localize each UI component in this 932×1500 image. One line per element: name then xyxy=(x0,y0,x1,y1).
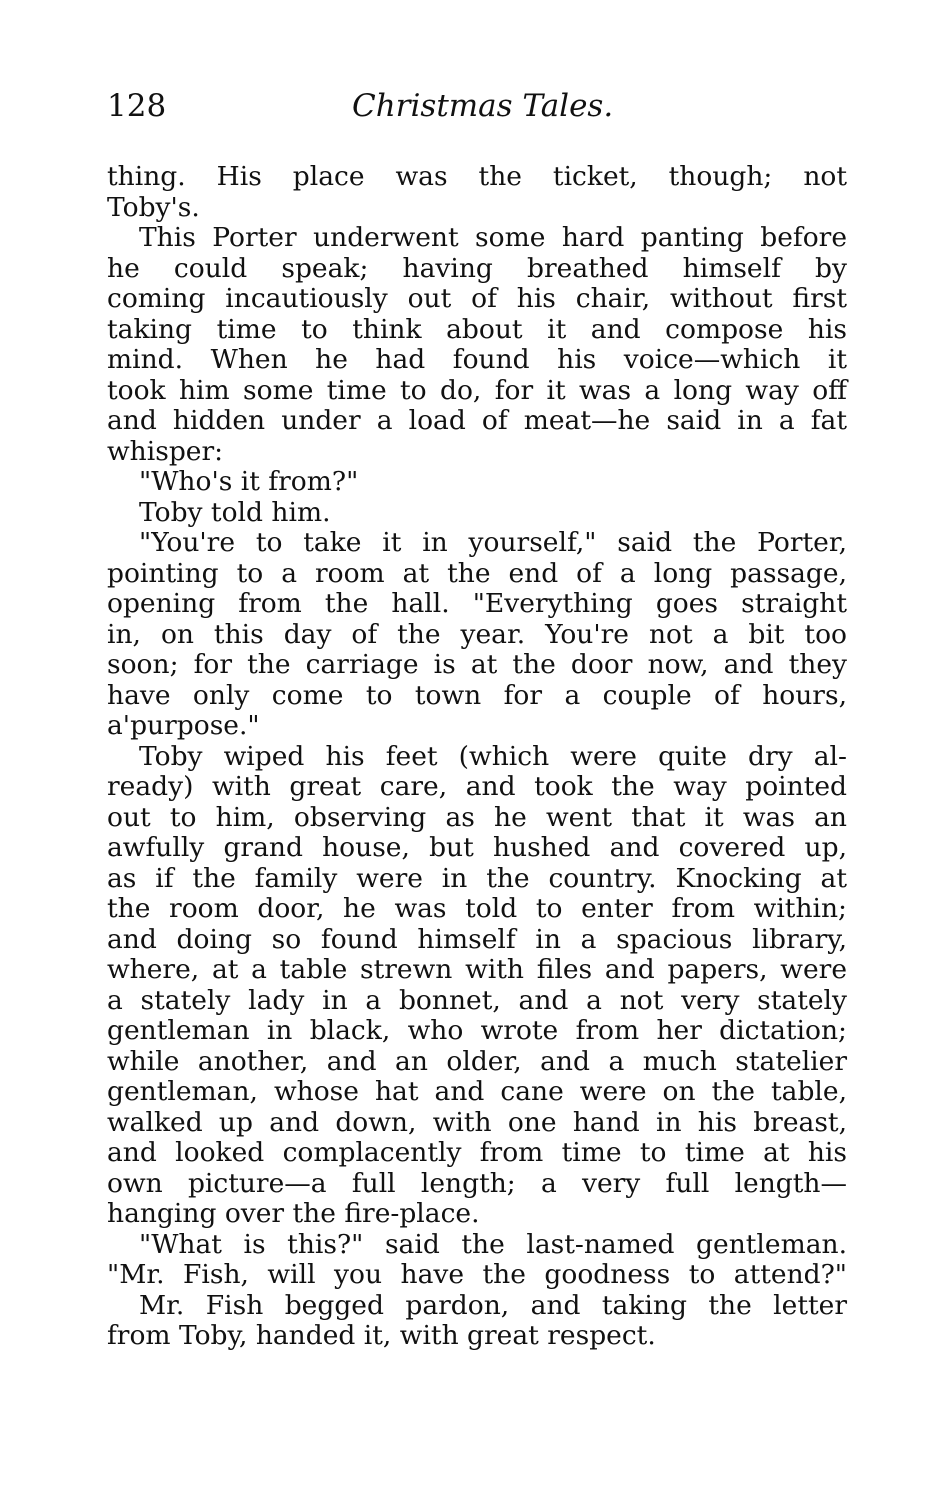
text-line: the room door, he was told to enter from within; xyxy=(107,893,847,924)
text-line: and hidden under a load of meat—he said in a fat xyxy=(107,405,847,436)
text-line: pointing to a room at the end of a long passage, xyxy=(107,557,847,589)
text-line: in, on this day of the year. You're not a bit too xyxy=(107,618,847,650)
text-line: while another, and an older, and a much statelier xyxy=(107,1045,847,1077)
text-line: This Porter underwent some hard panting before xyxy=(139,222,847,253)
text-line: "Mr. Fish, will you have the goodness to attend?" xyxy=(107,1259,847,1290)
text-line: opening from the hall. "Everything goes straight xyxy=(107,588,847,619)
book-page xyxy=(107,88,847,1352)
text-line: Mr. Fish begged pardon, and taking the letter xyxy=(139,1289,847,1321)
text-line: own picture—a full length; a very full length— xyxy=(107,1167,847,1199)
text-line: thing. His place was the ticket, though; not xyxy=(107,161,847,192)
text-line: out to him, observing as he went that it was an xyxy=(107,801,847,833)
text-line: "You're to take it in yourself," said the Porter, xyxy=(139,527,847,558)
text-line: took him some time to do, for it was a long way off xyxy=(107,374,847,406)
text-line: from Toby, handed it, with great respect. xyxy=(107,1320,656,1351)
text-line: walked up and down, with one hand in his breast, xyxy=(107,1106,847,1138)
text-line: Toby's. xyxy=(107,191,200,223)
text-line: gentleman in black, who wrote from her dictation; xyxy=(107,1015,847,1046)
page-number: 128 xyxy=(107,88,167,124)
text-line: mind. When he had found his voice—which it xyxy=(107,344,847,375)
text-line: Toby wiped his feet (which were quite dry al- xyxy=(139,740,847,772)
text-line: and doing so found himself in a spacious library, xyxy=(107,923,847,955)
text-line: coming incautiously out of his chair, without first xyxy=(107,283,847,314)
text-line: where, at a table strewn with files and papers, were xyxy=(107,954,847,985)
text-line: have only come to town for a couple of hours, xyxy=(107,679,847,711)
text-line: awfully grand house, but hushed and covered up, xyxy=(107,832,847,863)
text-line: taking time to think about it and compose his xyxy=(107,313,847,345)
text-line: and looked complacently from time to time at his xyxy=(107,1137,847,1168)
text-line: soon; for the carriage is at the door now, and they xyxy=(107,649,847,680)
text-line: as if the family were in the country. Knocking at xyxy=(107,862,847,894)
text-line: Toby told him. xyxy=(139,496,331,528)
text-line: ready) with great care, and took the way pointed xyxy=(107,771,847,802)
page-header xyxy=(107,88,847,140)
running-title: Christmas Tales. xyxy=(352,88,614,124)
text-line: "Who's it from?" xyxy=(139,466,359,497)
text-line: whisper: xyxy=(107,435,224,467)
body-text xyxy=(107,162,847,1352)
text-line: "What is this?" said the last-named gentleman. xyxy=(139,1228,847,1260)
text-line: he could speak; having breathed himself by xyxy=(107,252,847,284)
text-line: a'purpose." xyxy=(107,710,260,741)
text-line: hanging over the fire-place. xyxy=(107,1198,480,1229)
text-line: a stately lady in a bonnet, and a not very stately xyxy=(107,984,847,1016)
text-line: gentleman, whose hat and cane were on the table, xyxy=(107,1076,847,1107)
